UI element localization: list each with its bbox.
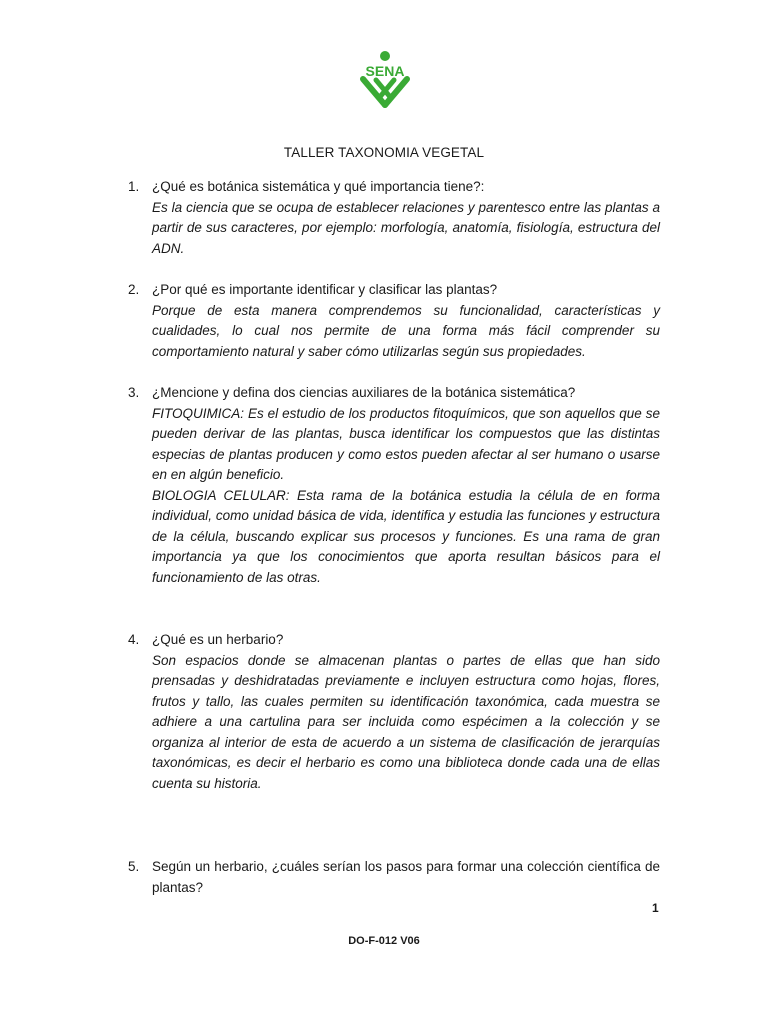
question-number: 2. [128, 282, 140, 297]
question-list [128, 177, 660, 898]
question-text: Según un herbario, ¿cuáles serían los pasos para formar una colección científica de plantas? [152, 859, 660, 895]
sena-logo [354, 50, 416, 110]
answer-paragraph: Es la ciencia que se ocupa de establecer relaciones y parentesco entre las plantas a partir de sus caracteres, por ejemplo: morfología, anatomía, fisiología, estructura del ADN. [152, 199, 660, 256]
answer [152, 404, 660, 589]
question-number: 3. [128, 385, 140, 400]
question-number: 1. [128, 179, 140, 194]
question-text: ¿Por qué es importante identificar y clasificar las plantas? [152, 282, 498, 297]
answer [152, 651, 660, 795]
question-item-5 [128, 857, 660, 898]
question-item-1 [128, 177, 660, 259]
question-number: 4. [128, 632, 140, 647]
sena-logo-text: SENA [365, 63, 405, 79]
answer-paragraph: Porque de esta manera comprendemos su funcionalidad, características y cualidades, lo cual nos permite de una forma más fácil comprender su comportamiento natural y saber cómo utilizarlas según sus propiedades. [152, 302, 660, 359]
question-item-3 [128, 383, 660, 588]
answer-paragraph-biologia-celular: BIOLOGIA CELULAR: Esta rama de la botánica estudia la célula de en forma individual, como unidad básica de vida, identifica y estudia las funciones y estructura de la célula, buscando explicar sus procesos y funciones. Es una rama de gran importancia ya que los conocimientos que aporta resultan básicos para el funcionamiento de las otras. [152, 487, 660, 585]
question-item-2 [128, 280, 660, 362]
question-text: ¿Qué es botánica sistemática y qué importancia tiene?: [152, 179, 485, 194]
question-text: ¿Qué es un herbario? [152, 632, 284, 647]
answer [152, 301, 660, 363]
answer [152, 198, 660, 260]
question-text: ¿Mencione y defina dos ciencias auxiliares de la botánica sistemática? [152, 385, 576, 400]
document-title: TALLER TAXONOMIA VEGETAL [283, 145, 485, 160]
sena-logo-graphic [354, 50, 416, 110]
answer-paragraph: Son espacios donde se almacenan plantas o partes de ellas que han sido prensadas y deshidratadas previamente e incluyen estructura como hojas, flores, frutos y tallo, las cuales permiten su identificación taxonómica, cada muestra se adhiere a una cartulina para ser incluida como espécimen a la colección y se organiza al interior de esta de acuerdo a un sistema de clasificación de jerarquías taxonómicas, es decir el herbario es como una biblioteca donde cada una de ellas cuenta su historia. [152, 652, 660, 791]
answer-paragraph-fitoquimica: FITOQUIMICA: Es el estudio de los productos fitoquímicos, que son aquellos que se pueden derivar de las plantas, busca identificar los compuestos que las distintas especias de plantas producen y como estos pueden afectar al ser humano o usarse en en algún beneficio. [152, 405, 660, 482]
question-number: 5. [128, 859, 140, 874]
document-code: DO-F-012 V06 [348, 935, 420, 947]
question-item-4 [128, 630, 660, 794]
page-number: 1 [652, 901, 659, 915]
